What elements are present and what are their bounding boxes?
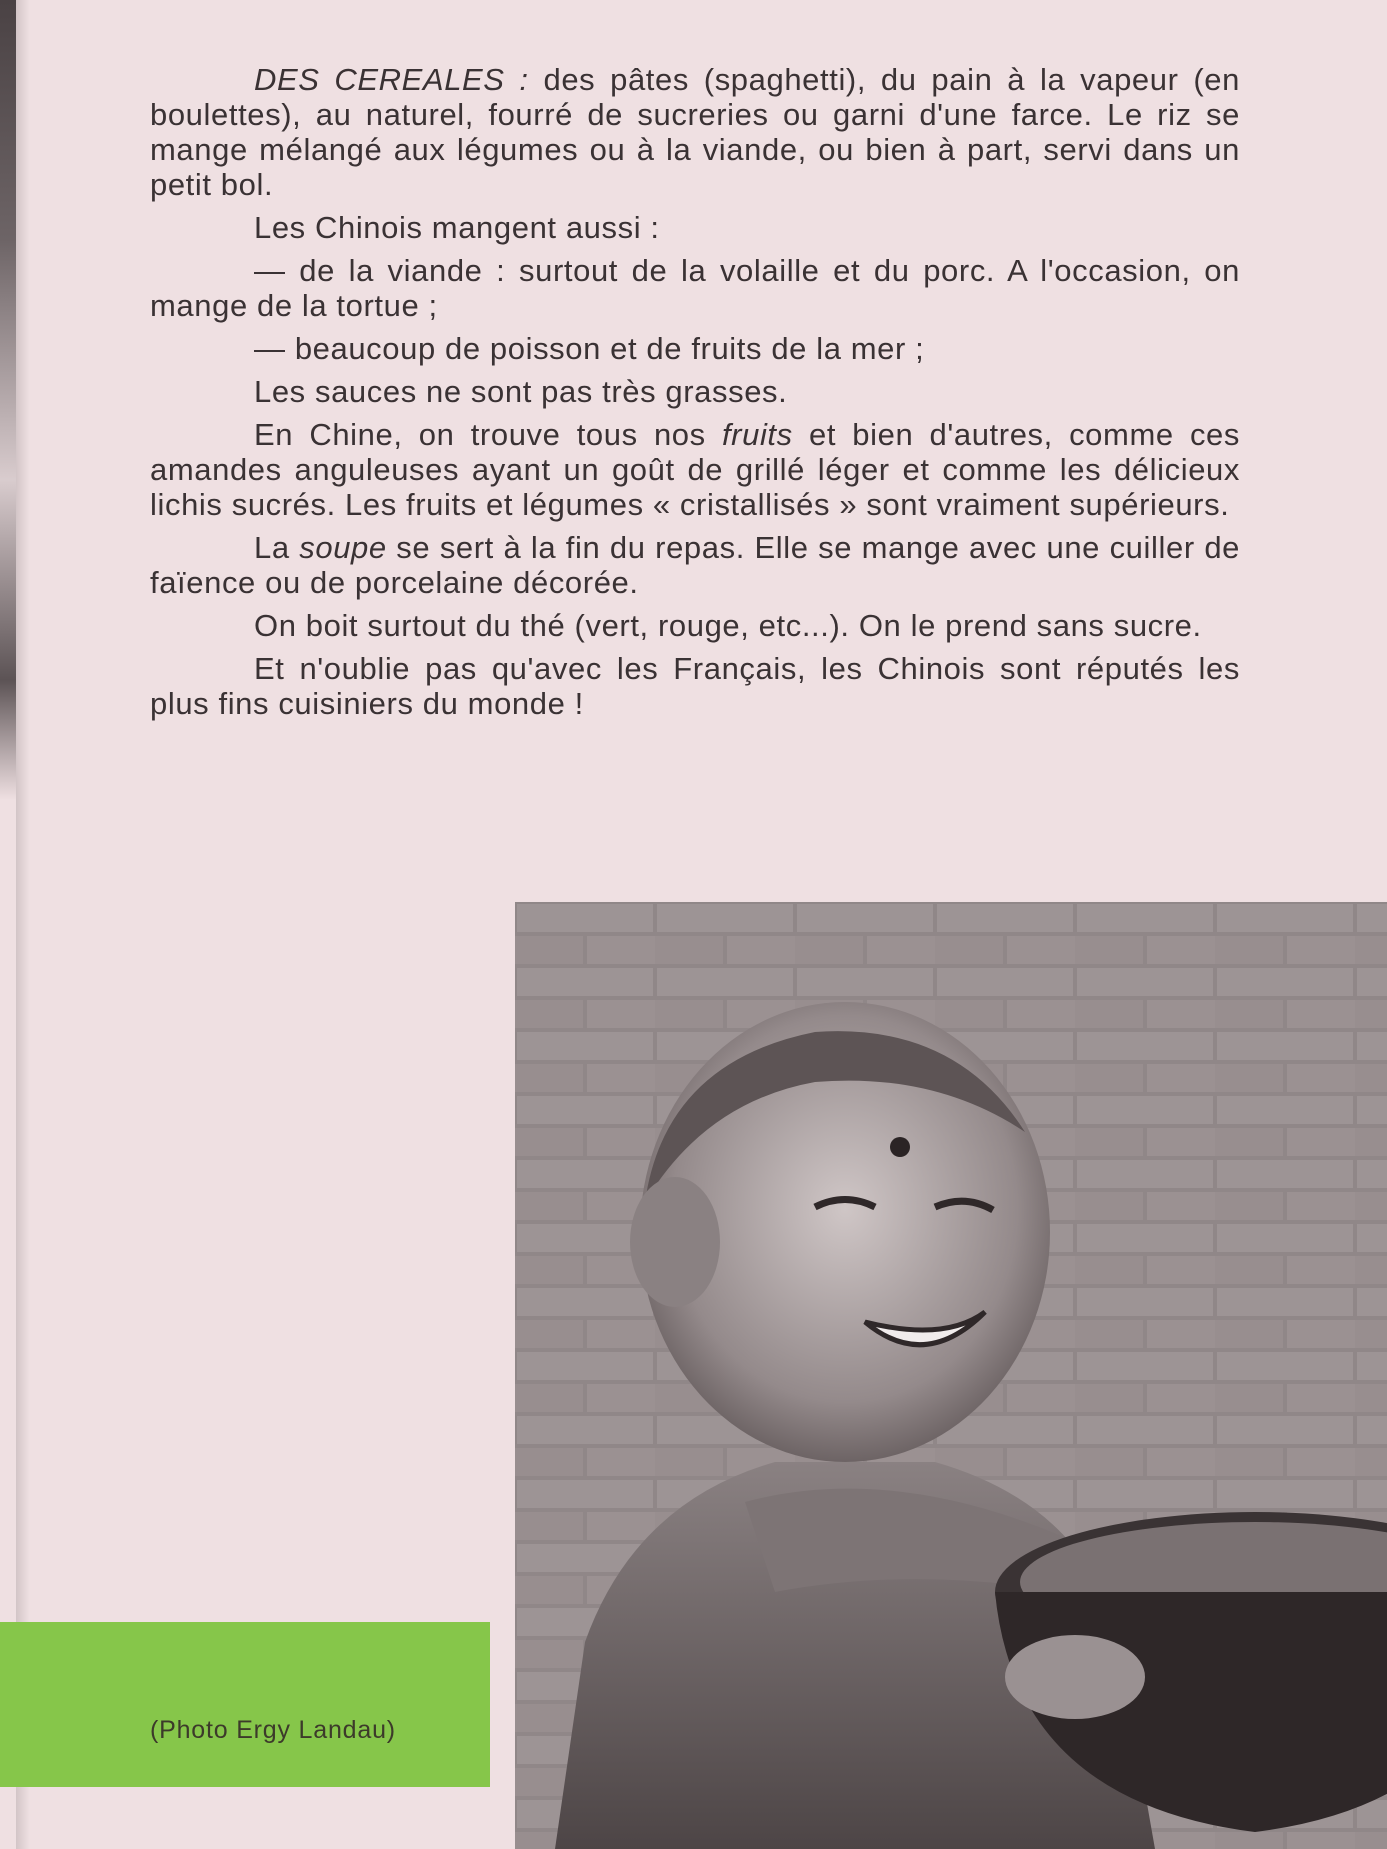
paragraph-viande: — de la viande : surtout de la volaille et du porc. A l'occasion, on mange de la tortue ;	[150, 253, 1240, 323]
paragraph-sauces: Les sauces ne sont pas très grasses.	[254, 374, 788, 409]
paragraph-poisson: — beaucoup de poisson et de fruits de la mer ;	[254, 331, 925, 366]
caption-color-block	[0, 1622, 490, 1787]
photo-credit-caption: (Photo Ergy Landau)	[150, 1716, 396, 1744]
soupe-text-before: La	[254, 530, 300, 565]
soupe-italic: soupe	[299, 530, 387, 565]
paragraph-cuisiniers: Et n'oublie pas qu'avec les Français, les Chinois sont réputés les plus fins cuisiniers du monde !	[150, 651, 1240, 721]
fruits-text-after: et bien d'autres, comme ces amandes anguleuses ayant un goût de grillé léger et comme les délicieux lichis sucrés. Les fruits et légumes « cristallisés » sont vraiment supérieurs.	[150, 417, 1240, 522]
fruits-italic: fruits	[721, 417, 793, 452]
paragraph-fruits	[150, 417, 1240, 522]
child-with-bowl-photo	[515, 902, 1387, 1849]
cereales-heading: DES CEREALES :	[254, 62, 529, 97]
photo-illustration	[515, 902, 1387, 1849]
paragraph-cereales	[150, 62, 1240, 202]
paragraph-chinois-mangent: Les Chinois mangent aussi :	[254, 210, 660, 245]
adjacent-page-edge	[0, 0, 16, 800]
cereales-text: des pâtes (spaghetti), du pain à la vapeur (en boulettes), au naturel, fourré de sucreries ou garni d'une farce. Le riz se mange mélangé aux légumes ou à la viande, ou bien à part, servi dans un petit bol.	[150, 62, 1240, 202]
paragraph-soupe	[150, 530, 1240, 600]
fruits-text-before: En Chine, on trouve tous nos	[254, 417, 722, 452]
soupe-text-after: se sert à la fin du repas. Elle se mange avec une cuiller de faïence ou de porcelaine décorée.	[150, 530, 1240, 600]
page-gutter-shadow	[16, 0, 30, 1849]
article-text	[150, 62, 1240, 729]
paragraph-the: On boit surtout du thé (vert, rouge, etc...). On le prend sans sucre.	[254, 608, 1202, 643]
